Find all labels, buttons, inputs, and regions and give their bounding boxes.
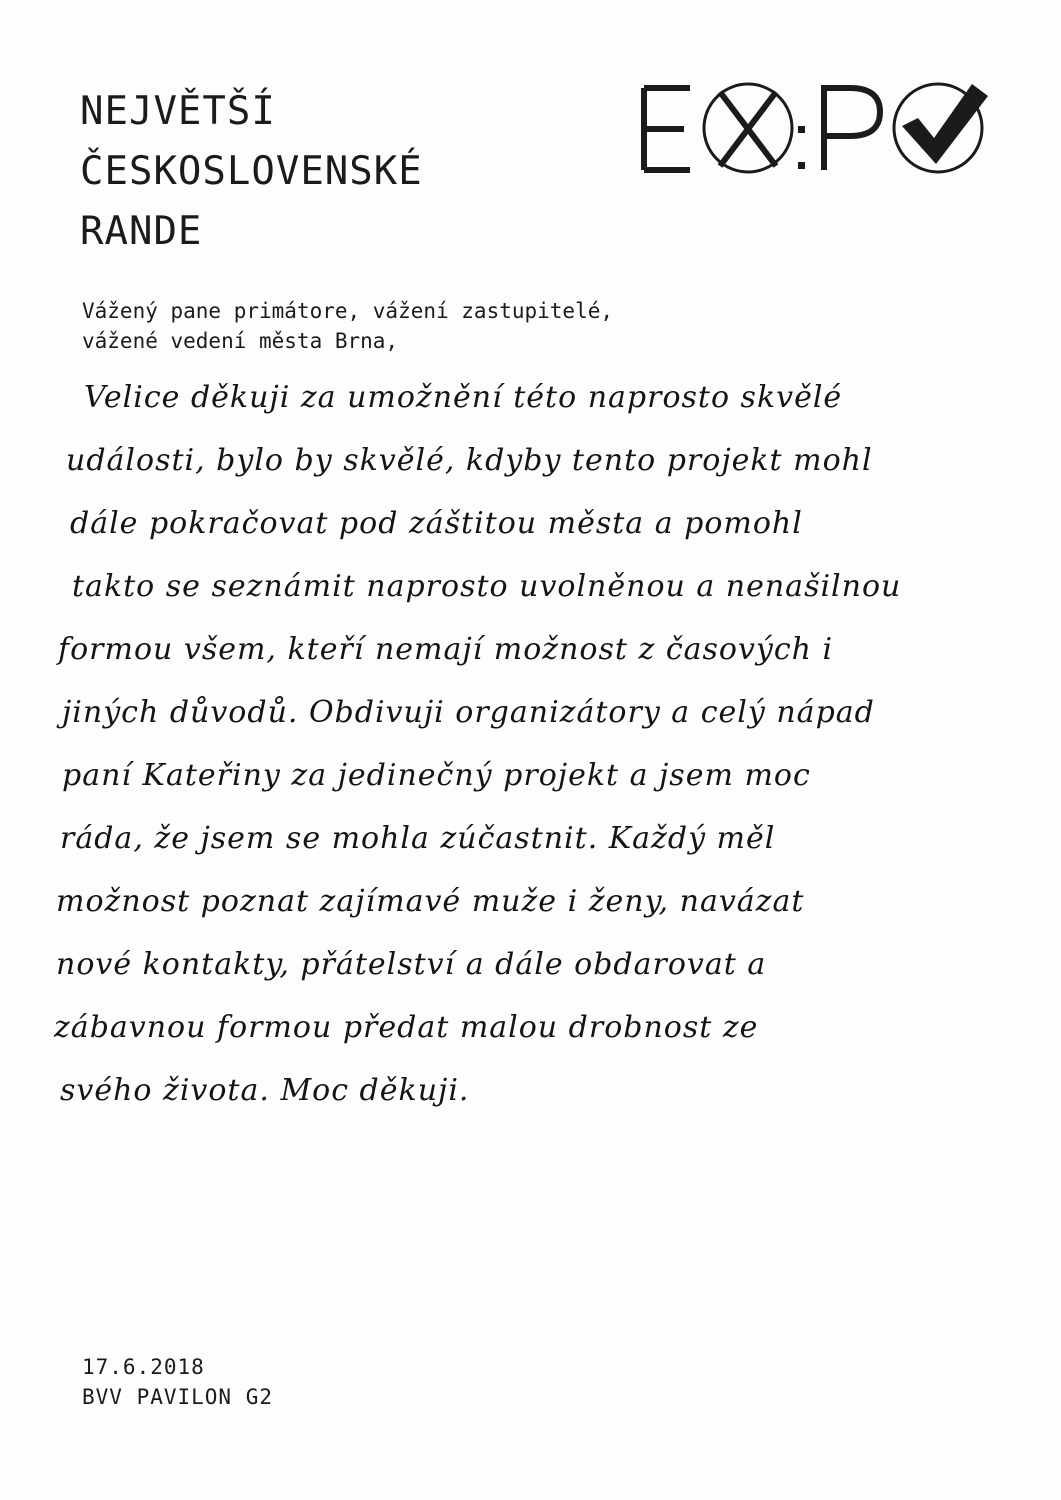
expo-logo bbox=[638, 78, 990, 178]
handwritten-line: možnost poznat zajímavé muže i ženy, navázat bbox=[56, 884, 805, 919]
event-title-line-3: RANDE bbox=[80, 209, 203, 254]
handwritten-line: formou všem, kteří nemají možnost z časových i bbox=[58, 632, 834, 667]
event-title-line-1: NEJVĚTŠÍ bbox=[80, 89, 276, 134]
handwritten-line: takto se seznámit naprosto uvolněnou a nenašilnou bbox=[72, 569, 902, 604]
handwritten-line: události, bylo by skvělé, kdyby tento projekt mohl bbox=[66, 443, 873, 478]
handwritten-line: Velice děkuji za umožnění této naprosto skvělé bbox=[84, 380, 843, 415]
event-title-line-2: ČESKOSLOVENSKÉ bbox=[80, 149, 423, 194]
handwritten-line: jiných důvodů. Obdivuji organizátory a celý nápad bbox=[62, 695, 875, 730]
event-footer bbox=[82, 1352, 273, 1412]
handwritten-line: ráda, že jsem se mohla zúčastnit. Každý měl bbox=[60, 821, 776, 856]
handwritten-message bbox=[54, 366, 1034, 1122]
letter-salutation bbox=[82, 296, 613, 356]
handwritten-line: svého života. Moc děkuji. bbox=[60, 1073, 470, 1108]
handwritten-line: nové kontakty, přátelství a dále obdarovat a bbox=[56, 947, 767, 982]
event-title bbox=[80, 82, 423, 262]
salutation-line-1: Vážený pane primátore, vážení zastupitelé, bbox=[82, 299, 614, 323]
handwritten-line: zábavnou formou předat malou drobnost ze bbox=[54, 1010, 759, 1045]
handwritten-line: paní Kateřiny za jedinečný projekt a jsem moc bbox=[62, 758, 811, 793]
handwritten-line: dále pokračovat pod záštitou města a pomohl bbox=[70, 506, 803, 541]
event-date: 17.6.2018 bbox=[82, 1355, 205, 1379]
salutation-line-2: vážené vedení města Brna, bbox=[82, 329, 399, 353]
event-venue: BVV PAVILON G2 bbox=[82, 1385, 274, 1409]
